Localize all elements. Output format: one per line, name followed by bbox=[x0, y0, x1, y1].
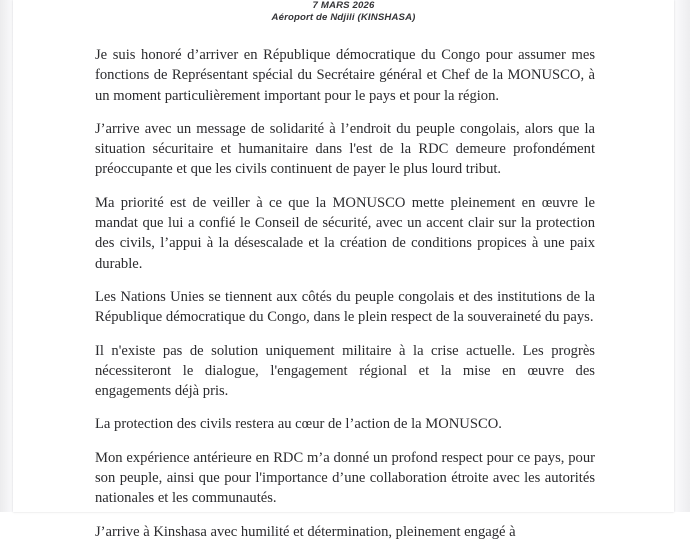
header-date: 7 MARS 2026 bbox=[312, 0, 375, 11]
header-location: Aéroport de Ndjili (KINSHASA) bbox=[271, 11, 416, 23]
paragraph: Les Nations Unies se tiennent aux côtés du peuple congolais et des institutions de la République démocratique du Congo, dans le plein respect de la souveraineté du pays. bbox=[95, 288, 595, 326]
paragraph: La protection des civils restera au cœur de l’action de la MONUSCO. bbox=[95, 416, 502, 433]
page-gutter-right bbox=[674, 0, 690, 512]
paragraph: Il n'existe pas de solution uniquement militaire à la crise actuelle. Les progrès nécessiteront le dialogue, l'engagement régional et la mise en œuvre des engagements déjà pris. bbox=[95, 342, 595, 400]
paragraph: Je suis honoré d’arriver en République démocratique du Congo pour assumer mes fonctions de Représentant spécial du Secrétaire général et Chef de la MONUSCO, à un moment particulièrement important pour le pays et pour la région. bbox=[95, 47, 595, 104]
paragraph: Mon expérience antérieure en RDC m’a donné un profond respect pour ce pays, pour son peuple, ainsi que pour l'importance d’une collaboration étroite avec les autorités nationales et les communautés. bbox=[95, 449, 595, 507]
paragraph-clipped: J’arrive à Kinshasa avec humilité et détermination, pleinement engagé à bbox=[95, 523, 516, 540]
document-page bbox=[13, 0, 674, 540]
document-header bbox=[13, 0, 674, 23]
paragraph: J’arrive avec un message de solidarité à l’endroit du peuple congolais, alors que la situation sécuritaire et humanitaire dans l'est de la RDC demeure profondément préoccupante et que les civils continuent de payer le plus lourd tribut. bbox=[95, 120, 595, 178]
document-body bbox=[95, 45, 595, 542]
paragraph: Ma priorité est de veiller à ce que la MONUSCO mette pleinement en œuvre le mandat que lui a confié le Conseil de sécurité, avec un accent clair sur la protection des civils, l’appui à la désescalade et la création de conditions propices à une paix durable. bbox=[95, 194, 595, 272]
page-gutter-left bbox=[0, 0, 13, 512]
